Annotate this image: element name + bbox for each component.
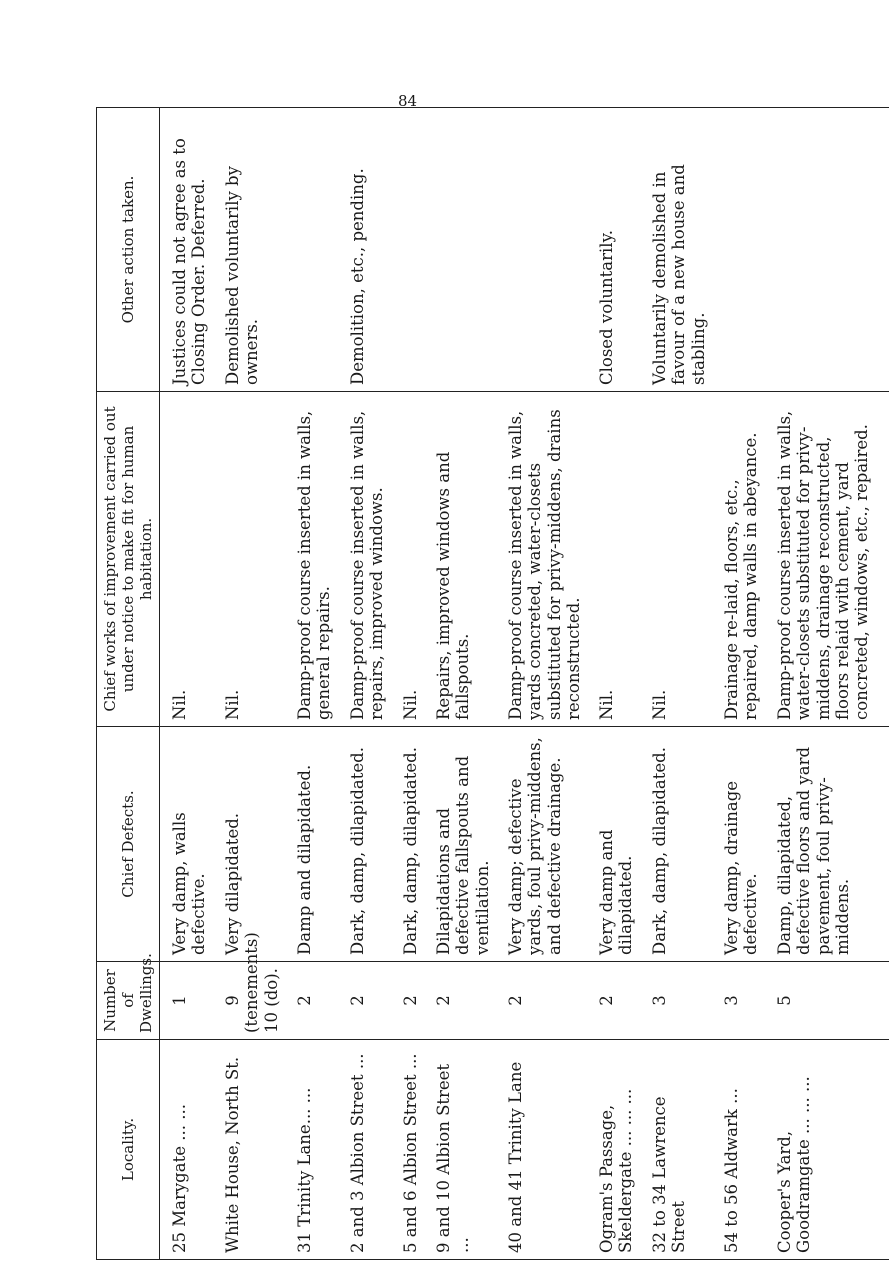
defects-entry-2: Very dilapidated. — [223, 812, 242, 955]
dwellings-entry-4: 2 — [348, 995, 367, 1006]
locality-entry-11: Cooper's Yard, Goodramgate ... ... ... — [775, 1076, 814, 1253]
defects-entry-11: Damp, dilapidated, defective floors and yard pavement, foul privy-middens. — [775, 746, 852, 955]
other-entry-9: Voluntarily demolished in favour of a new house and stabling. — [650, 164, 708, 385]
locality-entry-6: 9 and 10 Albion Street ... — [434, 1063, 473, 1253]
dwellings-entry-11: 5 — [775, 995, 794, 1006]
dwellings-entry-5: 2 — [401, 995, 420, 1006]
dwellings-entry-7: 2 — [506, 995, 525, 1006]
works-entry-6: Repairs, improved windows and fallspouts. — [434, 451, 473, 720]
other-entry-6 — [434, 114, 506, 385]
works-entry-4: Damp-proof course inserted in walls, repairs, improved windows. — [348, 410, 387, 720]
locality-entry-5: 5 and 6 Albion Street ... — [401, 1053, 420, 1253]
other-entry-3 — [295, 114, 348, 385]
defects-entry-5: Dark, damp, dilapidated. — [401, 747, 420, 955]
dwellings-entry-6: 2 — [434, 995, 453, 1006]
dwellings-entry-8: 2 — [597, 995, 616, 1006]
locality-entry-2: White House, North St. — [223, 1056, 242, 1253]
other-column — [160, 108, 889, 392]
defects-entry-4: Dark, damp, dilapidated. — [348, 747, 367, 955]
other-entry-5 — [401, 114, 434, 385]
works-entry-7: Damp-proof course inserted in walls, yards concreted, water-closets substituted for privy-middens, drains reconstructed. — [506, 409, 583, 720]
locality-column — [160, 1040, 889, 1260]
dwellings-entry-9: 3 — [650, 995, 669, 1006]
dwellings-entry-3: 2 — [295, 995, 314, 1006]
locality-entry-9: 32 to 34 Lawrence Street — [650, 1096, 689, 1253]
defects-entry-10: Very damp, drainage defective. — [722, 780, 761, 955]
page-number: 84 — [398, 92, 418, 110]
works-entry-11: Damp-proof course inserted in walls, water-closets substituted for privy-middens, drainage reconstructed, floors relaid with cement, yard concreted, windows, etc., repaired. — [775, 410, 872, 720]
works-entry-3: Damp-proof course inserted in walls, general repairs. — [295, 410, 334, 720]
dwellings-column — [160, 932, 889, 1040]
works-entry-1: Nil. — [170, 689, 189, 720]
other-entry-1: Justices could not agree as to Closing Order. Deferred. — [170, 138, 209, 385]
other-entry-10 — [722, 114, 775, 385]
works-entry-8: Nil. — [597, 689, 616, 720]
defects-entry-7: Very damp; defective yards, foul privy-middens, and defective drainage. — [506, 737, 564, 955]
defects-entry-6: Dilapidations and defective fallspouts and ventilation. — [434, 755, 492, 955]
header-works: Chief works of improvement carried out under notice to make fit for human habitation. — [97, 392, 160, 727]
locality-entry-3: 31 Trinity Lane... ... — [295, 1087, 314, 1253]
defects-entry-3: Damp and dilapidated. — [295, 764, 314, 955]
works-column — [160, 392, 889, 727]
other-entry-7 — [506, 114, 597, 385]
header-row — [97, 108, 160, 1260]
locality-entry-8: Ogram's Passage, Skeldergate ... ... ... — [597, 1088, 636, 1253]
header-locality: Locality. — [97, 1040, 160, 1260]
housing-defects-table — [96, 107, 889, 1260]
locality-entry-10: 54 to 56 Aldwark ... — [722, 1088, 741, 1253]
works-entry-9: Nil. — [650, 689, 669, 720]
defects-column — [160, 727, 889, 962]
header-dwellings: Number of Dwellings. — [97, 962, 160, 1040]
locality-entry-1: 25 Marygate ... ... — [170, 1104, 189, 1253]
defects-entry-1: Very damp, walls defective. — [170, 812, 209, 955]
table-body-row — [160, 108, 889, 1260]
rotated-table-container — [96, 108, 872, 1260]
defects-entry-8: Very damp and dilapidated. — [597, 829, 636, 955]
other-entry-4: Demolition, etc., pending. — [348, 168, 367, 385]
defects-entry-9: Dark, damp, dilapidated. — [650, 747, 669, 955]
header-other: Other action taken. — [97, 108, 160, 392]
dwellings-entry-1: 1 — [170, 995, 189, 1006]
works-entry-2: Nil. — [223, 689, 242, 720]
other-entry-11 — [775, 114, 885, 385]
other-entry-8: Closed voluntarily. — [597, 230, 616, 385]
works-entry-10: Drainage re-laid, floors, etc., repaired, damp walls in abeyance. — [722, 432, 761, 720]
works-entry-5: Nil. — [401, 689, 420, 720]
dwellings-entry-2: 9 (tenements) 10 (do). — [223, 932, 281, 1033]
locality-entry-4: 2 and 3 Albion Street ... — [348, 1053, 367, 1253]
locality-entry-7: 40 and 41 Trinity Lane — [506, 1061, 525, 1253]
dwellings-entry-10: 3 — [722, 995, 741, 1006]
header-defects: Chief Defects. — [97, 727, 160, 962]
other-entry-2: Demolished voluntarily by owners. — [223, 166, 262, 385]
